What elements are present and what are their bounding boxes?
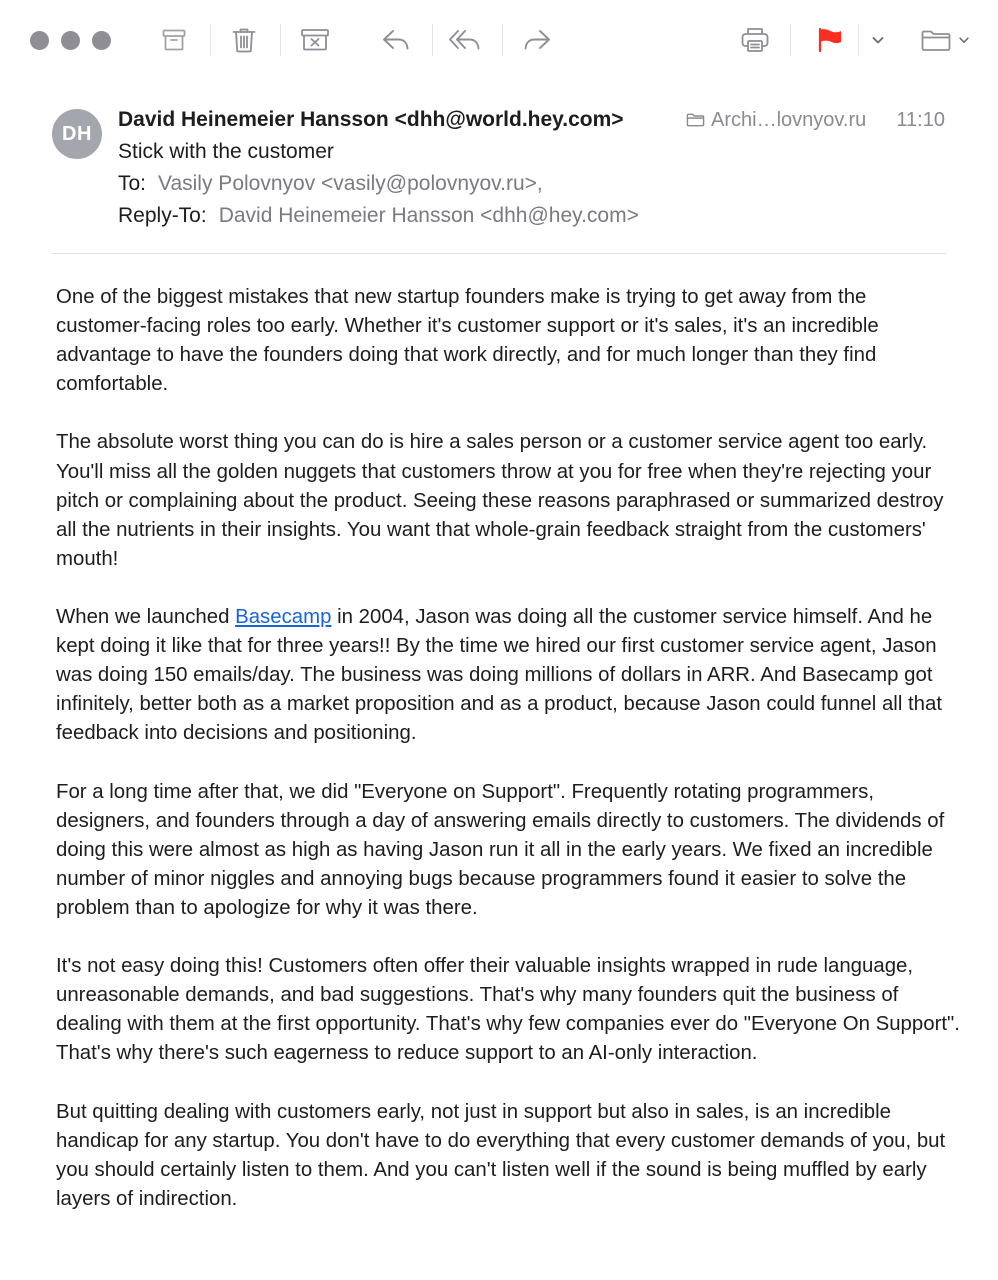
print-icon <box>740 26 770 54</box>
to-row <box>118 170 543 198</box>
reply-to-address[interactable]: David Heinemeier Hansson <dhh@hey.com> <box>218 204 639 227</box>
header-divider <box>52 253 946 254</box>
archive-icon <box>161 27 187 53</box>
body-paragraph: One of the biggest mistakes that new startup founders make is trying to get away from the customer-facing roles too early. Whether it's customer support or it's sales, it's an incredible advantage to have the founders doing that work directly, and for much longer than they find comfortable. <box>56 286 879 396</box>
mailbox-label[interactable] <box>686 106 866 134</box>
body-paragraph: The absolute worst thing you can do is hire a sales person or a customer service agent too early. You'll miss all the golden nuggets that customers throw at you for free when they're rejecting your pitch or complaining about the product. Seeing these reasons paraphrased or summarized destroy all the nutrients in their insights. You want that whole-grain feedback straight from the customers' mouth! <box>56 431 944 570</box>
toolbar-separator <box>210 24 211 56</box>
junk-button[interactable] <box>295 20 335 60</box>
chevron-down-icon <box>871 35 885 45</box>
forward-button[interactable] <box>517 20 557 60</box>
toolbar <box>0 0 998 80</box>
toolbar-separator <box>280 24 281 56</box>
folder-icon <box>686 112 705 128</box>
toolbar-separator <box>790 24 791 56</box>
window-close-button[interactable] <box>30 31 49 50</box>
avatar: DH <box>52 109 102 159</box>
chevron-down-icon <box>958 35 970 45</box>
message-time: 11:10 <box>896 109 945 131</box>
flag-options-button[interactable] <box>860 20 896 60</box>
move-button[interactable] <box>916 20 974 60</box>
body-paragraph: For a long time after that, we did "Everyone on Support". Frequently rotating programmers, designers, and founders through a day of answering emails directly to customers. The dividends of doing this were almost as high as having Jason run it all in the early years. We fixed an incredible number of minor niggles and annoying bugs because programmers found it easier to solve the problem than to apologize for why it was there. <box>56 780 945 919</box>
sender[interactable]: David Heinemeier Hansson <dhh@world.hey.com> <box>118 108 624 131</box>
reply-all-button[interactable] <box>446 20 486 60</box>
message-body <box>56 283 962 1243</box>
body-text: When we launched <box>56 606 236 629</box>
toolbar-separator <box>858 24 859 56</box>
forward-icon <box>522 27 552 53</box>
archive-button[interactable] <box>154 20 194 60</box>
reply-to-label: Reply-To: <box>118 204 207 227</box>
reply-button[interactable] <box>376 20 416 60</box>
to-label: To: <box>118 172 147 195</box>
toolbar-separator <box>502 24 503 56</box>
mailbox-name: Archi…lovnyov.ru <box>711 108 867 131</box>
folder-icon <box>920 28 952 52</box>
to-recipient[interactable]: Vasily Polovnyov <vasily@polovnyov.ru>, <box>158 172 543 195</box>
body-text: in 2004, Jason was doing all the customer service himself. And he kept doing it like that for three years!! By the time we hired our first customer service agent, Jason was doing 150 emails/day. The business was doing millions of dollars in ARR. And Basecamp got infinitely, better both as a market proposition and as a product, because Jason could funnel all that feedback into decisions and positioning. <box>56 606 943 745</box>
junk-icon <box>300 27 330 53</box>
reply-icon <box>381 27 411 53</box>
body-paragraph: It's not easy doing this! Customers often offer their valuable insights wrapped in rude language, unreasonable demands, and bad suggestions. That's why many founders quit the business of dealing with them at the first opportunity. That's why few companies ever do "Everyone On Support". That's why there's such eagerness to reduce support to an AI-only interaction. <box>56 955 960 1065</box>
toolbar-separator <box>432 24 433 56</box>
delete-button[interactable] <box>224 20 264 60</box>
trash-icon <box>231 26 257 54</box>
basecamp-link[interactable]: Basecamp <box>235 606 332 629</box>
flag-icon <box>816 26 844 54</box>
window-zoom-button[interactable] <box>92 31 111 50</box>
body-paragraph <box>56 603 962 748</box>
subject: Stick with the customer <box>118 140 334 163</box>
reply-all-icon <box>448 27 484 53</box>
flag-button[interactable] <box>810 20 850 60</box>
reply-to-row <box>118 202 639 230</box>
print-button[interactable] <box>735 20 775 60</box>
body-paragraph: But quitting dealing with customers early, not just in support but also in sales, is an incredible handicap for any startup. You don't have to do everything that every customer demands of you, but you should certainly listen to them. And you can't listen well if the sound is being muffled by early layers of indirection. <box>56 1100 946 1210</box>
window-minimize-button[interactable] <box>61 31 80 50</box>
